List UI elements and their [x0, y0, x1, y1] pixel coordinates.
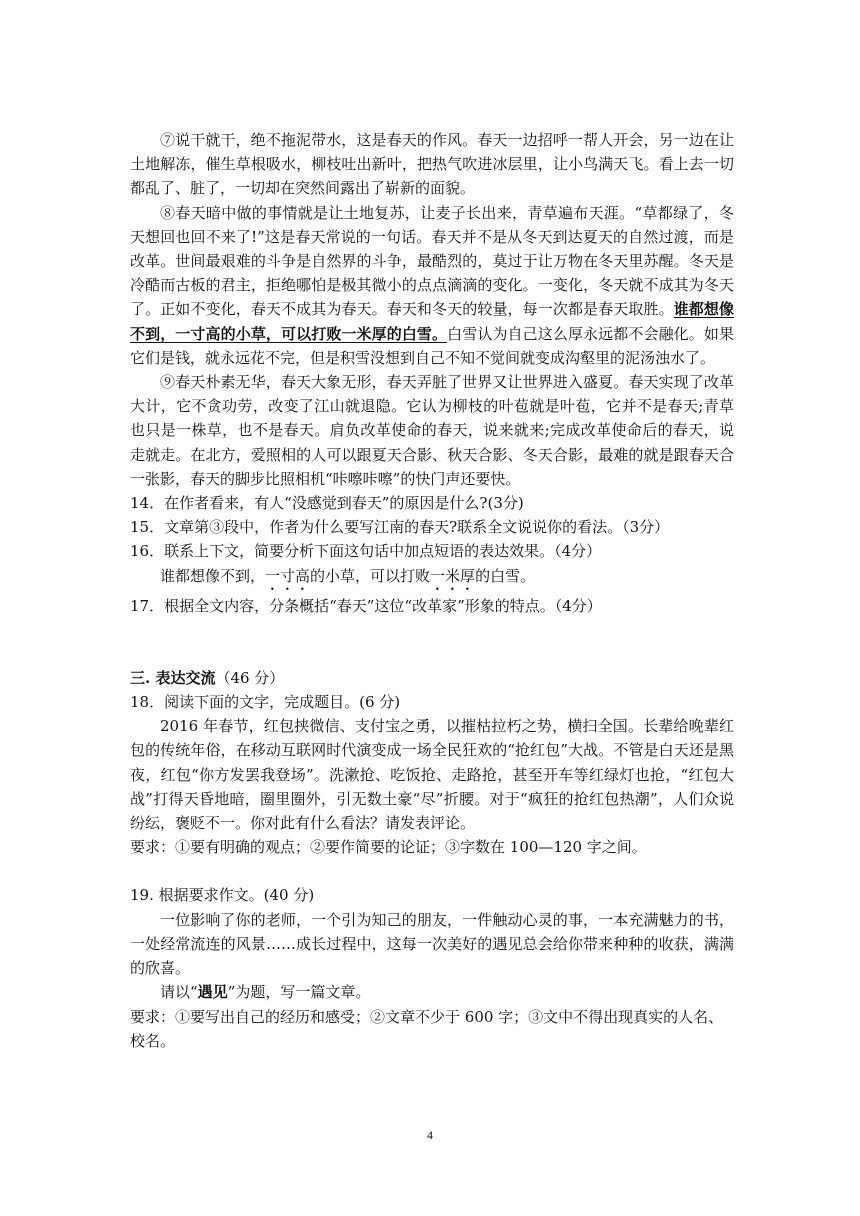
- spacer: [130, 859, 734, 883]
- question-14: 14．在作者看来，有人“没感觉到春天”的原因是什么?(3分): [130, 494, 524, 513]
- q19-prompt-title: 遇见: [197, 983, 228, 1002]
- question-19-title: 19. 根据要求作文。(40 分): [130, 886, 315, 905]
- question-16-sentence: [130, 564, 734, 594]
- question-19-text: 一位影响了你的老师，一个引为知己的朋友，一件触动心灵的事，一本充满魅力的书，一处经常流连的风景……成长过程中，这每一次美好的遇见总会给你带来种种的收获，满满的欣喜。: [130, 910, 734, 978]
- q16-sentence-b: 的小草，可以打败: [310, 566, 431, 585]
- section-3-heading: [130, 666, 734, 690]
- question-18-text: 2016 年春节，红包挟微信、支付宝之勇，以摧枯拉朽之势，横扫全国。长辈给晚辈红包的传统年俗，在移动互联网时代演变成一场全民狂欢的“抢红包”大战。不管是白天还是黑夜，红包“你方发罢我登场”。洗漱抢、吃饭抢、走路抢，甚至开车等红绿灯也抢，“红包大战”打得天昏地暗，圈里圈外，引无数土豪“尽”折腰。对于“疯狂的抢红包热潮”，人们众说纷纭，褒贬不一。你对此有什么看法？请发表评论。: [130, 717, 734, 833]
- q19-prompt-b: ”为题，写一篇文章。: [227, 983, 371, 1002]
- question-18-title: 18．阅读下面的文字，完成题目。(6 分): [130, 693, 401, 712]
- question-15: 15．文章第③段中，作者为什么要写江南的春天?联系全文说说你的看法。（3分）: [130, 518, 670, 537]
- section-3-title: 三. 表达交流: [130, 668, 216, 687]
- q19-prompt-a: 请以“: [160, 983, 198, 1002]
- paragraph-8-text-b: 白雪认为自己这么厚永远都不会融化。如果它们是钱，就永远花不完，但是积雪没想到自己不知不觉间就变成沟壑里的泥汤浊水了。: [130, 324, 734, 367]
- paragraph-9: ⑨春天朴素无华，春天大象无形，春天弄脏了世界又让世界进入盛夏。春天实现了改革大计，它不贪功劳，改变了江山就退隐。它认为柳枝的叶苞就是叶苞，它并不是春天;青草也只是一株草，也不是春天。肩负改革使命的春天，说来就来;完成改革使命后的春天，说走就走。在北方，爱照相的人可以跟夏天合影、秋天合影、冬天合影，最难的就是跟春天合一张影，春天的脚步比照相机“咔嚓咔嚓”的快门声还要快。: [130, 373, 734, 488]
- exam-page: [130, 128, 734, 1053]
- paragraph-7: ⑦说干就干，绝不拖泥带水，这是春天的作风。春天一边招呼一帮人开会，另一边在让土地解冻，催生草根吸水，柳枝吐出新叶，把热气吹进冰层里，让小鸟满天飞。看上去一切都乱了、脏了，一切却在突然间露出了崭新的面貌。: [130, 131, 734, 198]
- question-16: 16．联系上下文，简要分析下面这句话中加点短语的表达效果。（4分）: [130, 542, 602, 561]
- paragraph-8-text-a: ⑧春天暗中做的事情就是让土地复苏，让麦子长出来，青草遍布天涯。“草都绿了，冬天想回也回不来了!”这是春天常说的一句话。春天并不是从冬天到达夏天的自然过渡，而是改革。世间最艰难的斗争是自然界的斗争，最酷烈的，莫过于让万物在冬天里苏醒。冬天是冷酷而古板的君主，拒绝哪怕是极其微小的点点滴滴的变化。一变化，冬天就不成其为冬天了。正如不变化，春天不成其为春天。春天和冬天的较量，每一次都是春天取胜。: [130, 203, 734, 319]
- page-number: 4: [427, 1128, 433, 1142]
- q16-sentence-c: 的白雪。: [475, 566, 536, 585]
- question-18-requirements: 要求：①要有明确的观点；②要作简要的论证；③字数在 100—120 字之间。: [130, 838, 647, 857]
- spacer: [130, 618, 734, 666]
- question-19-requirements: 要求：①要写出自己的经历和感受；②文章不少于 600 字；③文中不得出现真实的人名、校名。: [130, 1007, 724, 1050]
- paragraph-8: [130, 201, 734, 370]
- paragraph-8-highlight: 谁都想像不到，一寸高的小草，可以打败一米厚的白雪。: [130, 300, 734, 343]
- section-3-score: （46 分）: [215, 668, 285, 687]
- q16-dotted-phrase-2: 一米厚: [430, 566, 476, 585]
- q16-dotted-phrase-1: 一寸高: [265, 566, 311, 585]
- q16-sentence-a: 谁都想像不到，: [160, 566, 266, 585]
- question-19-prompt: [130, 980, 734, 1004]
- question-17: 17．根据全文内容，分条概括“春天”这位“改革家”形象的特点。（4分）: [130, 596, 602, 615]
